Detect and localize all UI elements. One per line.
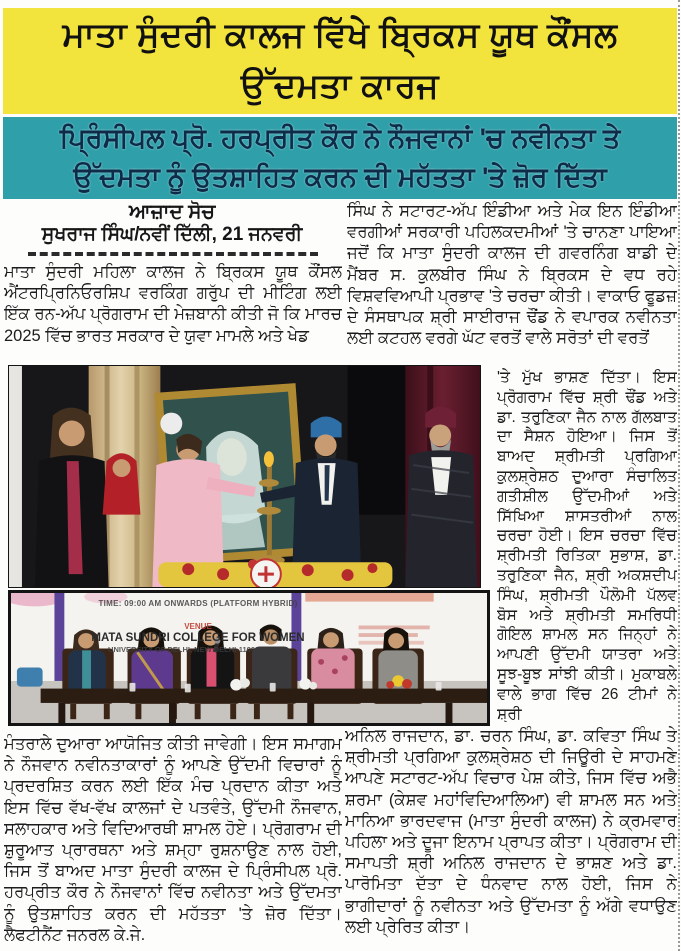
stage-photo-illustration — [9, 366, 480, 587]
panel-discussion-photo — [8, 590, 490, 726]
person-girl-red-shawl — [103, 453, 141, 514]
article-subheadline — [3, 117, 677, 199]
stage-lamp-lighting-photo — [8, 365, 481, 588]
headline-line-1: ਮਾਤਾ ਸੁੰਦਰੀ ਕਾਲਜ ਵਿੱਖੇ ਬ੍ਰਿਕਸ ਯੂਥ ਕੌਂਸਲ ਉੱਦਮਤਾ ਕਾਰਜ — [62, 16, 618, 105]
banner-time-line: TIME: 09:00 AM ONWARDS (PLATFORM HYBRID) — [98, 599, 298, 608]
newspaper-name: ਆਜ਼ਾਦ ਸੋਚ — [128, 201, 216, 223]
body-right-bottom: ਅਨਿਲ ਰਾਜਦਾਨ, ਡਾ. ਚਰਨ ਸਿੰਘ, ਡਾ. ਕਵਿਤਾ ਸਿੰਘ ਤੇ ਸ਼੍ਰੀਮਤੀ ਪ੍ਰਗਿਆ ਕੁਲਸ਼੍ਰੇਸ਼ਠ ਦੀ ਜਿਊਰੀ ਦੇ ਸਾਹਮਣੇ ਆਪਣੇ ਸਟਾਰਟ-ਅੱਪ ਵਿਚਾਰ ਪੇਸ਼ ਕੀਤੇ, ਜਿਸ ਵਿੱਚ ਅਭੈ ਸ਼ਰਮਾ (ਕੇਸ਼ਵ ਮਹਾਂਵਿਦਿਆਲਿਆ) ਵੀ ਸ਼ਾਮਲ ਸਨ ਅਤੇ ਮਾਨਿਆ ਭਾਰਦਵਾਜ (ਮਾਤਾ ਸੁੰਦਰੀ ਕਾਲਜ) ਨੇ ਕ੍ਰਮਵਾਰ ਪਹਿਲਾ ਅਤੇ ਦੂਜਾ ਇਨਾਮ ਪ੍ਰਾਪਤ ਕੀਤਾ। ਪ੍ਰੋਗਰਾਮ ਦੀ ਸਮਾਪਤੀ ਸ਼੍ਰੀ ਅਨਿਲ ਰਾਜਦਾਨ ਦੇ ਭਾਸ਼ਣ ਅਤੇ ਡਾ. ਪਾਰੋਮਿਤਾ ਦੱਤਾ ਦੇ ਧੰਨਵਾਦ ਨਾਲ ਹੋਈ, ਜਿਸ ਨੇ ਭਾਗੀਦਾਰਾਂ ਨੂੰ ਨਵੀਨਤਾ ਅਤੇ ਉੱਦਮਤਾ ਨੂੰ ਅੱਗੇ ਵਧਾਉਣ ਲਈ ਪ੍ਰੇਰਿਤ ਕੀਤਾ। — [345, 727, 677, 936]
body-left-intro: ਮਾਤਾ ਸੁੰਦਰੀ ਮਹਿਲਾ ਕਾਲਜ ਨੇ ਬ੍ਰਿਕਸ ਯੂਥ ਕੌਂਸਲ ਐਂਟਰਪ੍ਰਿਨਿਓਰਸ਼ਿਪ ਵਰਕਿੰਗ ਗਰੁੱਪ ਦੀ ਮੀਟਿੰਗ ਲਈ ਇੱਕ ਰਨ-ਅੱਪ ਪ੍ਰੋਗਰਾਮ ਦੀ ਮੇਜ਼ਬਾਨੀ ਕੀਤੀ ਜੋ ਕਿ ਮਾਰਚ 2025 ਵਿੱਚ ਭਾਰਤ ਸਰਕਾਰ ਦੇ ਯੁਵਾ ਮਾਮਲੇ ਅਤੇ ਖੇਡ — [4, 263, 342, 345]
stage-light-orb — [160, 413, 182, 435]
byline-dashed-rule — [28, 252, 318, 256]
headline-line-2 — [3, 112, 677, 114]
subhead-line-1: ਪ੍ਰਿੰਸੀਪਲ ਪ੍ਰੋ. ਹਰਪ੍ਰੀਤ ਕੌਰ ਨੇ ਨੌਜਵਾਨਾਂ 'ਚ ਨਵੀਨਤਾ ਤੇ — [59, 123, 621, 153]
column-rule-divider — [678, 0, 680, 951]
photo-left-wall-strip — [9, 366, 22, 587]
body-left-bottom: ਮੰਤਰਾਲੇ ਦੁਆਰਾ ਆਯੋਜਿਤ ਕੀਤੀ ਜਾਵੇਗੀ। ਇਸ ਸਮਾਗਮ ਨੇ ਨੌਜਵਾਨ ਨਵੀਨਤਾਕਾਰਾਂ ਨੂੰ ਆਪਣੇ ਉੱਦਮੀ ਵਿਚਾਰਾਂ ਨੂੰ ਪ੍ਰਦਰਸ਼ਿਤ ਕਰਨ ਲਈ ਇੱਕ ਮੰਚ ਪ੍ਰਦਾਨ ਕੀਤਾ ਅਤੇ ਇਸ ਵਿੱਚ ਵੱਖ-ਵੱਖ ਕਾਲਜਾਂ ਦੇ ਪਤਵੰਤੇ, ਉੱਦਮੀ ਨੌਜਵਾਨ, ਸਲਾਹਕਾਰ ਅਤੇ ਵਿਦਿਆਰਥੀ ਸ਼ਾਮਲ ਹੋਏ। ਪ੍ਰੋਗਰਾਮ ਦੀ ਸ਼ੁਰੂਆਤ ਪ੍ਰਾਰਥਨਾ ਅਤੇ ਸ਼ਮ੍ਹਾ ਰੁਸ਼ਨਾਉਣ ਨਾਲ ਹੋਈ, ਜਿਸ ਤੋਂ ਬਾਅਦ ਮਾਤਾ ਸੁੰਦਰੀ ਕਾਲਜ ਦੇ ਪ੍ਰਿੰਸੀਪਲ ਪ੍ਰੋ. ਹਰਪ੍ਰੀਤ ਕੌਰ ਨੇ ਨੌਜਵਾਨਾਂ ਵਿੱਚ ਨਵੀਨਤਾ ਅਤੇ ਉੱਦਮਤਾ ਨੂੰ ਉਤਸ਼ਾਹਿਤ ਕਰਨ ਦੀ ਮਹੱਤਤਾ 'ਤੇ ਜ਼ੋਰ ਦਿੱਤਾ। ਲੈਫਟੀਨੈਂਟ ਜਨਰਲ ਕੇ.ਜੇ. — [4, 735, 342, 944]
banner-college-name: MATA SUNDRI COLLEGE FOR WOMEN — [91, 632, 305, 644]
banner-college-address: UNIVERSITY OF DELHI, NEW DELHI-110002, INDIA — [108, 645, 288, 654]
body-right-top: ਸਿੰਘ ਨੇ ਸਟਾਰਟ-ਅੱਪ ਇੰਡੀਆ ਅਤੇ ਮੇਕ ਇਨ ਇੰਡੀਆ ਵਰਗੀਆਂ ਸਰਕਾਰੀ ਪਹਿਲਕਦਮੀਆਂ 'ਤੇ ਚਾਨਣਾ ਪਾਇਆ ਜਦੋਂ ਕਿ ਮਾਤਾ ਸੁੰਦਰੀ ਕਾਲਜ ਦੀ ਗਵਰਨਿੰਗ ਬਾਡੀ ਦੇ ਮੈਂਬਰ ਸ. ਕੁਲਬੀਰ ਸਿੰਘ ਨੇ ਬ੍ਰਿਕਸ ਦੇ ਵਧ ਰਹੇ ਵਿਸ਼ਵਵਿਆਪੀ ਪ੍ਰਭਾਵ 'ਤੇ ਚਰਚਾ ਕੀਤੀ। ਵਾਕਾਓ ਫੂਡਜ਼ ਦੇ ਸੰਸਥਾਪਕ ਸ਼੍ਰੀ ਸਾਈਰਾਜ ਢੌਂਡ ਨੇ ਵਪਾਰਕ ਨਵੀਨਤਾ ਲਈ ਕਟਹਲ ਵਰਗੇ ਘੱਟ ਵਰਤੋਂ ਵਾਲੇ ਸਰੋਤਾਂ ਦੀ ਵਰਤੋਂ — [347, 202, 677, 348]
banner-venue-label: VENUE — [184, 622, 212, 631]
event-banner — [63, 599, 333, 654]
byline: ਸੁਖਰਾਜ ਸਿੰਘ/ਨਵੀਂ ਦਿੱਲੀ, 21 ਜਨਵਰੀ — [41, 224, 303, 245]
decorated-plate — [251, 559, 281, 587]
article-headline — [3, 8, 677, 114]
blue-decor-item — [17, 668, 43, 687]
subhead-line-2: ਉੱਦਮਤਾ ਨੂੰ ਉਤਸ਼ਾਹਿਤ ਕਰਨ ਦੀ ਮਹੱਤਤਾ 'ਤੇ ਜ਼ੋਰ ਦਿੱਤਾ — [73, 162, 607, 192]
body-right-narrow: 'ਤੇ ਮੁੱਖ ਭਾਸ਼ਣ ਦਿੱਤਾ। ਇਸ ਪ੍ਰੋਗਰਾਮ ਵਿੱਚ ਸ਼੍ਰੀ ਢੌਂਡ ਅਤੇ ਡਾ. ਤਰੁਣਿਕਾ ਜੈਨ ਨਾਲ ਗੱਲਬਾਤ ਦਾ ਸੈਸ਼ਨ ਹੋਇਆ। ਜਿਸ ਤੋਂ ਬਾਅਦ ਸ਼੍ਰੀਮਤੀ ਪ੍ਰਗਿਆ ਕੁਲਸ਼੍ਰੇਸ਼ਠ ਦੁਆਰਾ ਸੰਚਾਲਿਤ ਗਤੀਸ਼ੀਲ ਉੱਦਮੀਆਂ ਅਤੇ ਸਿੱਖਿਆ ਸ਼ਾਸਤਰੀਆਂ ਨਾਲ ਚਰਚਾ ਹੋਈ। ਇਸ ਚਰਚਾ ਵਿੱਚ ਸ਼੍ਰੀਮਤੀ ਰਿਤਿਕਾ ਸੁਭਾਸ਼, ਡਾ. ਤਰੁਣਿਕਾ ਜੈਨ, ਸ਼੍ਰੀ ਅਕਸ਼ਦੀਪ ਸਿੰਘ, ਸ਼੍ਰੀਮਤੀ ਪੌਲੋਮੀ ਪੱਲਵ ਬੋਸ ਅਤੇ ਸ਼੍ਰੀਮਤੀ ਸਮਰਿਧੀ ਗੋਇਲ ਸ਼ਾਮਲ ਸਨ ਜਿਨ੍ਹਾਂ ਨੇ ਆਪਣੀ ਉੱਦਮੀ ਯਾਤਰਾ ਅਤੇ ਸੂਝ-ਬੂਝ ਸਾਂਝੀ ਕੀਤੀ। ਮੁਕਾਬਲੇ ਵਾਲੇ ਭਾਗ ਵਿੱਚ 26 ਟੀਮਾਂ ਨੇ ਸ਼੍ਰੀ — [497, 369, 677, 722]
